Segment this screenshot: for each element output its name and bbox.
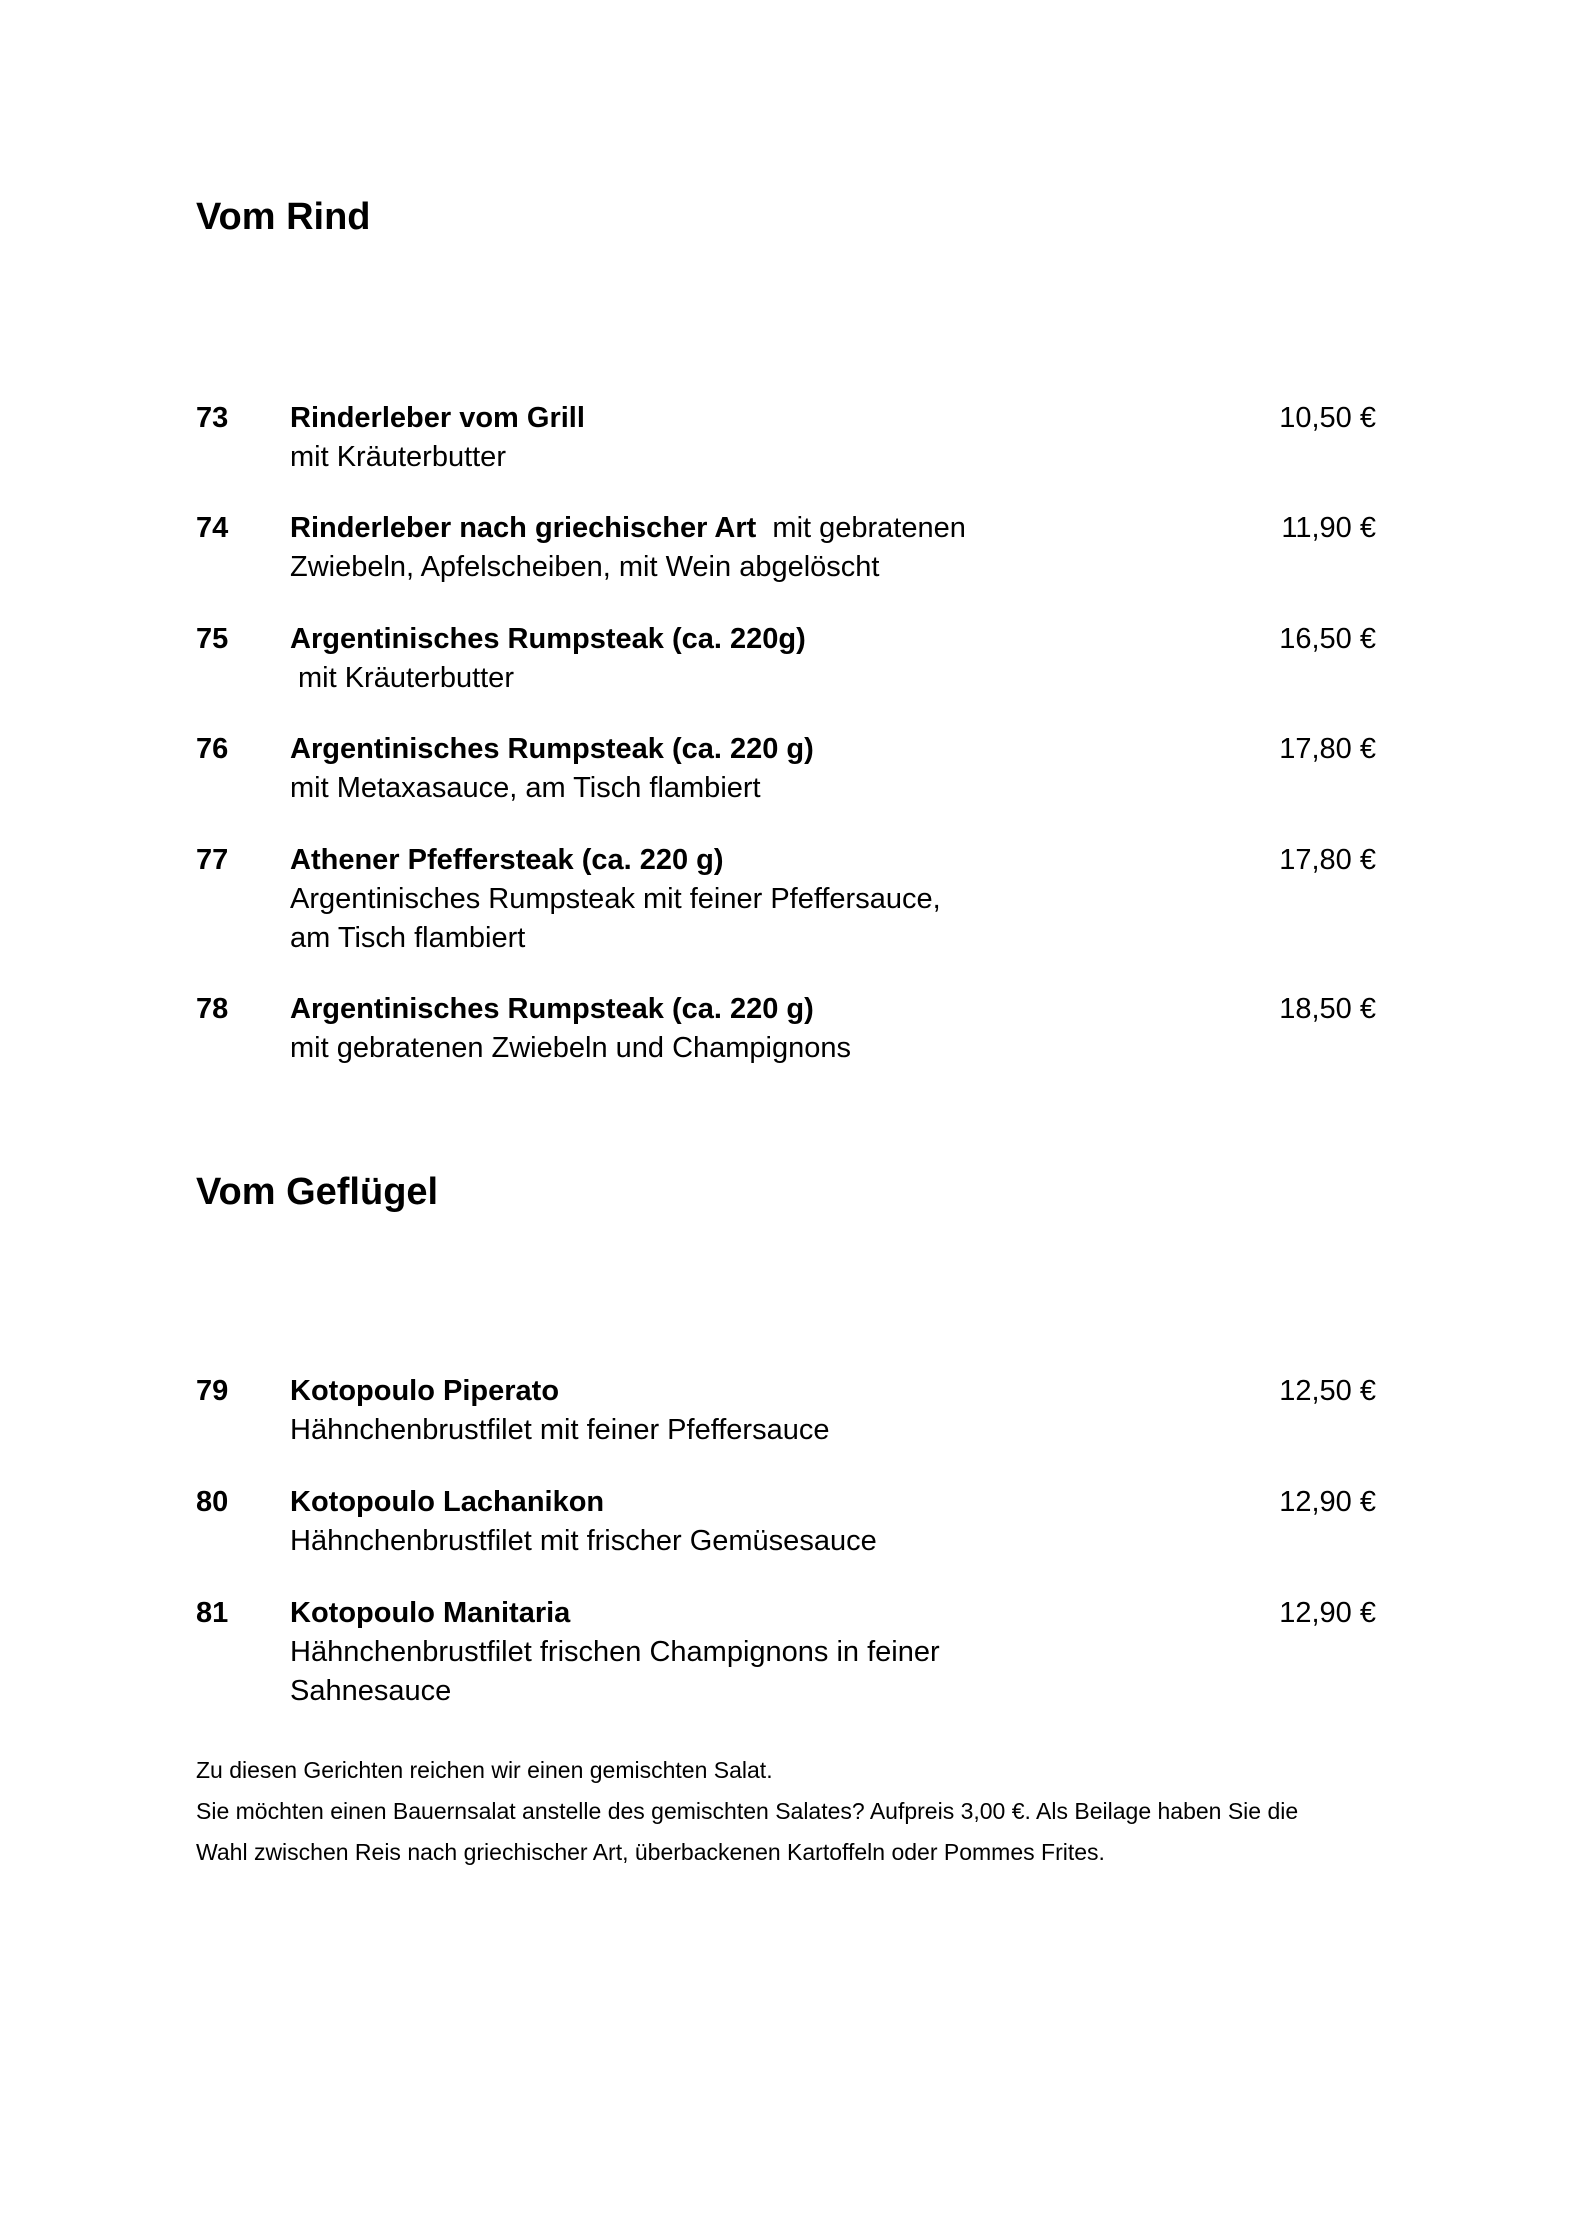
item-body: [290, 841, 1050, 958]
item-number: 77: [196, 844, 229, 876]
item-name: Kotopoulo Piperato: [290, 1375, 560, 1407]
item-description: Sahnesauce: [290, 1675, 452, 1707]
item-price: 17,80 €: [1279, 733, 1376, 765]
item-price: 11,90 €: [1281, 512, 1376, 544]
item-name: Argentinisches Rumpsteak (ca. 220g): [290, 623, 806, 655]
item-body: [290, 730, 1050, 808]
item-description: Hähnchenbrustfilet mit feiner Pfeffersauce: [290, 1414, 830, 1446]
item-description: mit gebratenen Zwiebeln und Champignons: [290, 1032, 852, 1064]
item-price: 12,90 €: [1279, 1597, 1376, 1629]
item-description: Hähnchenbrustfilet frischen Champignons in feiner: [290, 1636, 940, 1668]
item-name: Athener Pfeffersteak (ca. 220 g): [290, 844, 724, 876]
item-body: [290, 1372, 1050, 1450]
item-body: [290, 1594, 1050, 1711]
item-name-suffix: mit gebratenen: [756, 512, 966, 544]
item-number: 81: [196, 1597, 229, 1629]
item-body: [290, 990, 1050, 1068]
item-name: Kotopoulo Manitaria: [290, 1597, 571, 1629]
item-price: 16,50 €: [1279, 623, 1376, 655]
section-title-rind: Vom Rind: [196, 196, 371, 238]
footnote-line: Wahl zwischen Reis nach griechischer Art, überbackenen Kartoffeln oder Pommes Frites.: [196, 1839, 1105, 1865]
item-number: 73: [196, 402, 229, 434]
section-title-gefluegel: Vom Geflügel: [196, 1171, 439, 1213]
item-description: Argentinisches Rumpsteak mit feiner Pfeffersauce,: [290, 883, 941, 915]
item-number: 76: [196, 733, 229, 765]
item-number: 78: [196, 993, 229, 1025]
item-price: 17,80 €: [1279, 844, 1376, 876]
item-name: Argentinisches Rumpsteak (ca. 220 g): [290, 993, 814, 1025]
footnote-line: Sie möchten einen Bauernsalat anstelle des gemischten Salates? Aufpreis 3,00 €. Als Beilage haben Sie die: [196, 1798, 1299, 1824]
item-description: mit Kräuterbutter: [298, 662, 514, 694]
item-price: 12,50 €: [1279, 1375, 1376, 1407]
item-number: 80: [196, 1486, 229, 1518]
item-number: 74: [196, 512, 229, 544]
item-price: 10,50 €: [1279, 402, 1376, 434]
item-price: 12,90 €: [1279, 1486, 1376, 1518]
item-name: Rinderleber vom Grill: [290, 402, 585, 434]
item-description: Hähnchenbrustfilet mit frischer Gemüsesauce: [290, 1525, 877, 1557]
item-description: am Tisch flambiert: [290, 922, 526, 954]
item-body: [290, 399, 1050, 477]
item-number: 75: [196, 623, 229, 655]
footnote-line: Zu diesen Gerichten reichen wir einen gemischten Salat.: [196, 1757, 773, 1783]
footnote: [196, 1750, 1386, 1873]
item-name: Kotopoulo Lachanikon: [290, 1486, 605, 1518]
item-description: Zwiebeln, Apfelscheiben, mit Wein abgelöscht: [290, 551, 880, 583]
item-name: Rinderleber nach griechischer Art: [290, 512, 757, 544]
item-body: [290, 509, 1050, 587]
item-body: [290, 620, 1050, 698]
item-description: mit Kräuterbutter: [290, 441, 506, 473]
item-body: [290, 1483, 1050, 1561]
item-description: mit Metaxasauce, am Tisch flambiert: [290, 772, 761, 804]
item-number: 79: [196, 1375, 229, 1407]
item-price: 18,50 €: [1279, 993, 1376, 1025]
item-name: Argentinisches Rumpsteak (ca. 220 g): [290, 733, 814, 765]
